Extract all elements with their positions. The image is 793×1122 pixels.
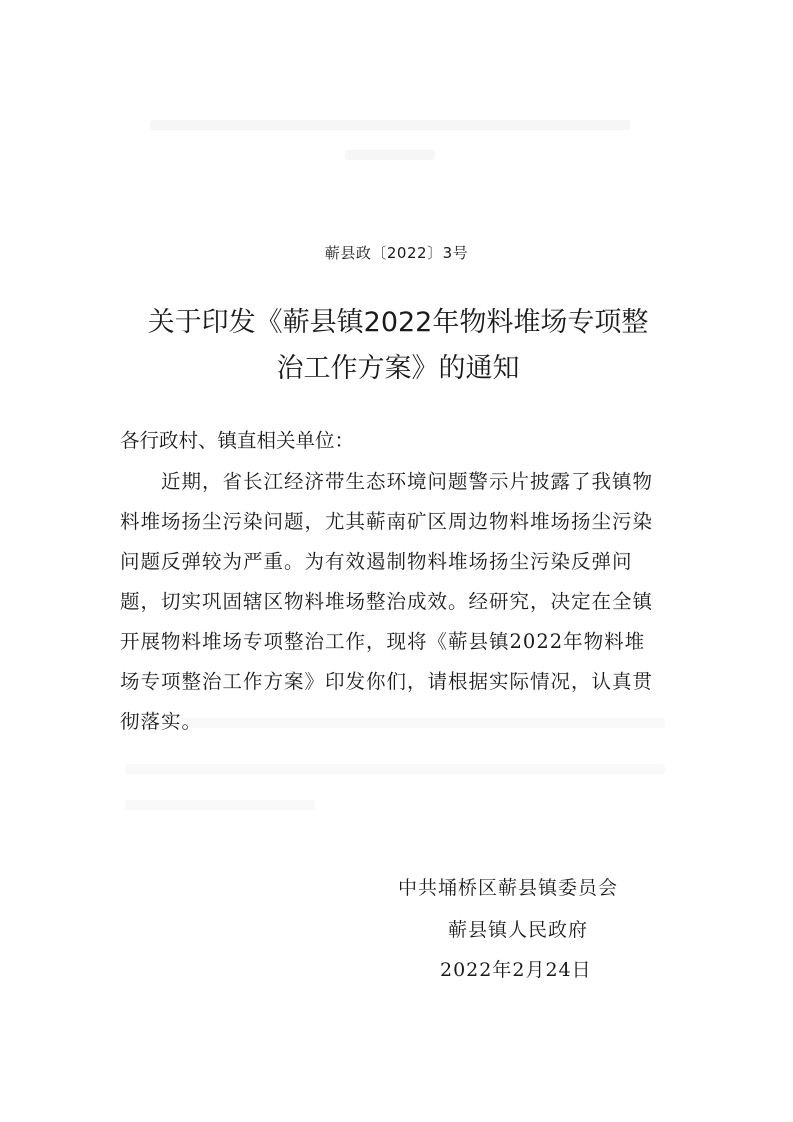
signature-date: 2022年2月24日	[440, 959, 592, 981]
signature-org-party: 中共埇桥区蕲县镇委员会	[398, 877, 619, 899]
document-title	[108, 300, 688, 392]
body-line: 近期，省长江经济带生态环境问题警示片披露了我镇物	[161, 470, 654, 493]
scan-artifact	[125, 800, 315, 810]
signature-org-government: 蕲县镇人民政府	[448, 919, 589, 941]
title-line: 关于印发《蕲县镇2022年物料堆场专项整	[147, 307, 649, 338]
title-line: 治工作方案》的通知	[276, 353, 520, 384]
salutation: 各行政村、镇直相关单位：	[120, 429, 355, 452]
body-line: 料堆场扬尘污染问题，尤其蕲南矿区周边物料堆场扬尘污染	[120, 510, 654, 533]
body-line: 彻落实。	[120, 710, 203, 733]
body-line: 题，切实巩固辖区物料堆场整治成效。经研究，决定在全镇	[120, 590, 654, 613]
body-line: 场专项整治工作方案》印发你们，请根据实际情况，认真贯	[120, 670, 654, 693]
body-line: 开展物料堆场专项整治工作，现将《蕲县镇2022年物料堆	[120, 630, 646, 653]
document-number: 蕲县政〔2022〕3号	[324, 244, 469, 262]
scan-artifact	[345, 150, 435, 160]
scan-artifact	[125, 764, 665, 774]
body-line: 问题反弹较为严重。为有效遏制物料堆场扬尘污染反弹问	[120, 550, 633, 573]
body-paragraph	[120, 462, 680, 742]
scan-artifact	[150, 120, 630, 130]
